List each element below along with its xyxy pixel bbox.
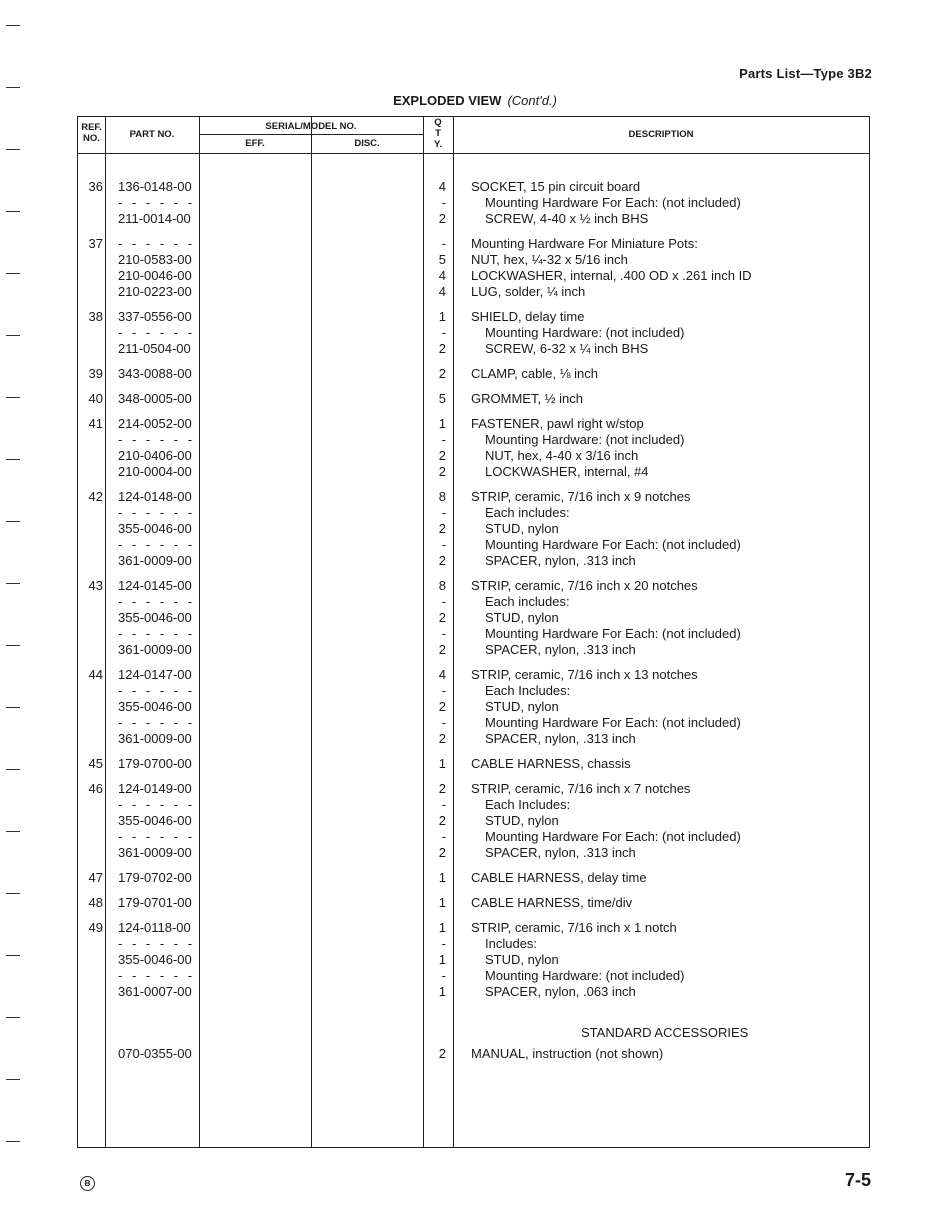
- accessory-part-no: 070-0355-00: [118, 1046, 192, 1061]
- binding-mark: [6, 335, 20, 336]
- quantity: 2: [438, 845, 446, 860]
- part-number: 361-0009-00: [118, 845, 192, 860]
- header-description: DESCRIPTION: [628, 129, 694, 140]
- quantity: 2: [438, 211, 446, 226]
- page-number: 7-5: [844, 1170, 871, 1190]
- description: Mounting Hardware: (not included): [485, 432, 685, 447]
- part-number: 124-0148-00: [118, 489, 192, 504]
- part-number: - - - - - -: [118, 715, 196, 730]
- quantity: -: [441, 936, 446, 951]
- description: LUG, solder, ¼ inch: [471, 284, 586, 299]
- description: CABLE HARNESS, delay time: [471, 870, 647, 885]
- description: GROMMET, ½ inch: [471, 391, 583, 406]
- part-number: 337-0556-00: [118, 309, 192, 324]
- ref-number: 36: [88, 179, 103, 194]
- quantity: 1: [438, 416, 446, 431]
- part-number: 355-0046-00: [118, 610, 192, 625]
- quantity: 1: [438, 309, 446, 324]
- ref-number: 37: [88, 236, 103, 251]
- quantity: 2: [438, 781, 446, 796]
- accessory-qty: 2: [438, 1046, 446, 1061]
- quantity: -: [441, 626, 446, 641]
- part-number: - - - - - -: [118, 797, 196, 812]
- part-number: 343-0088-00: [118, 366, 192, 381]
- description: STRIP, ceramic, 7/16 inch x 20 notches: [471, 578, 698, 593]
- description: Each includes:: [485, 505, 570, 520]
- title-sub: (Cont'd.): [507, 93, 557, 108]
- part-number: 179-0701-00: [118, 895, 192, 910]
- ref-number: 47: [88, 870, 103, 885]
- part-number: 210-0004-00: [118, 464, 192, 479]
- binding-mark: [6, 769, 20, 770]
- ref-number: 42: [88, 489, 103, 504]
- part-number: 210-0223-00: [118, 284, 192, 299]
- quantity: 2: [438, 341, 446, 356]
- title-main: EXPLODED VIEW: [393, 93, 502, 108]
- binding-mark: [6, 149, 20, 150]
- header-bottom-rule: [78, 153, 869, 154]
- quantity: 2: [438, 366, 446, 381]
- serial-header-divider: [199, 134, 423, 135]
- binding-mark: [6, 1079, 20, 1080]
- quantity: 8: [438, 578, 446, 593]
- description: Mounting Hardware For Each: (not included): [485, 537, 741, 552]
- quantity: -: [441, 968, 446, 983]
- quantity: -: [441, 537, 446, 552]
- quantity: 2: [438, 553, 446, 568]
- quantity: 2: [438, 813, 446, 828]
- binding-mark: [6, 893, 20, 894]
- part-number: - - - - - -: [118, 432, 196, 447]
- part-number: - - - - - -: [118, 236, 196, 251]
- part-number: 355-0046-00: [118, 952, 192, 967]
- binding-mark: [6, 583, 20, 584]
- quantity: 1: [438, 895, 446, 910]
- quantity: 4: [438, 284, 446, 299]
- part-number: - - - - - -: [118, 325, 196, 340]
- description: CABLE HARNESS, time/div: [471, 895, 633, 910]
- description: Each Includes:: [485, 797, 571, 812]
- part-number: 124-0145-00: [118, 578, 192, 593]
- quantity: 2: [438, 521, 446, 536]
- part-number: 361-0009-00: [118, 553, 192, 568]
- part-number: 355-0046-00: [118, 521, 192, 536]
- description: STUD, nylon: [485, 699, 559, 714]
- ref-number: 38: [88, 309, 103, 324]
- description: CABLE HARNESS, chassis: [471, 756, 631, 771]
- quantity: 1: [438, 870, 446, 885]
- quantity: -: [441, 505, 446, 520]
- part-number: - - - - - -: [118, 936, 196, 951]
- header-qty: Q T Y.: [434, 117, 442, 150]
- standard-accessories-heading: STANDARD ACCESSORIES: [581, 1025, 749, 1040]
- description: NUT, hex, 4-40 x 3/16 inch: [485, 448, 639, 463]
- quantity: 2: [438, 699, 446, 714]
- part-number: 124-0118-00: [118, 920, 191, 935]
- description: SPACER, nylon, .313 inch: [485, 845, 636, 860]
- ref-number: 46: [88, 781, 103, 796]
- part-number: 210-0583-00: [118, 252, 192, 267]
- description: SPACER, nylon, .313 inch: [485, 731, 636, 746]
- header-eff: EFF.: [245, 138, 265, 149]
- quantity: 4: [438, 667, 446, 682]
- quantity: 2: [438, 448, 446, 463]
- quantity: -: [441, 325, 446, 340]
- description: SPACER, nylon, .063 inch: [485, 984, 636, 999]
- quantity: -: [441, 797, 446, 812]
- part-number: 124-0147-00: [118, 667, 192, 682]
- description: NUT, hex, ¼-32 x 5/16 inch: [471, 252, 628, 267]
- description: STUD, nylon: [485, 610, 559, 625]
- binding-mark: [6, 273, 20, 274]
- running-header: Parts List—Type 3B2: [739, 66, 872, 81]
- col-divider-qty: [453, 117, 454, 1147]
- part-number: 361-0007-00: [118, 984, 192, 999]
- part-number: 211-0504-00: [118, 341, 191, 356]
- part-number: - - - - - -: [118, 195, 196, 210]
- quantity: -: [441, 715, 446, 730]
- header-part-no: PART NO.: [129, 129, 175, 140]
- ref-number: 48: [88, 895, 103, 910]
- description: SPACER, nylon, .313 inch: [485, 553, 636, 568]
- description: STUD, nylon: [485, 952, 559, 967]
- quantity: 4: [438, 179, 446, 194]
- binding-mark: [6, 1017, 20, 1018]
- binding-mark: [6, 211, 20, 212]
- quantity: -: [441, 195, 446, 210]
- binding-mark: [6, 459, 20, 460]
- part-number: - - - - - -: [118, 594, 196, 609]
- quantity: 1: [438, 952, 446, 967]
- part-number: - - - - - -: [118, 968, 196, 983]
- ref-number: 44: [88, 667, 103, 682]
- part-number: 124-0149-00: [118, 781, 192, 796]
- header-ref: REF. NO.: [81, 122, 102, 144]
- quantity: -: [441, 594, 446, 609]
- quantity: 2: [438, 464, 446, 479]
- page-title: [0, 93, 950, 108]
- quantity: 4: [438, 268, 446, 283]
- binding-mark: [6, 397, 20, 398]
- binding-mark: [6, 645, 20, 646]
- part-number: 136-0148-00: [118, 179, 192, 194]
- binding-mark: [6, 831, 20, 832]
- part-number: - - - - - -: [118, 537, 196, 552]
- description: Includes:: [485, 936, 538, 951]
- part-number: 361-0009-00: [118, 731, 192, 746]
- quantity: -: [441, 829, 446, 844]
- description: STUD, nylon: [485, 813, 559, 828]
- description: STUD, nylon: [485, 521, 559, 536]
- description: STRIP, ceramic, 7/16 inch x 7 notches: [471, 781, 691, 796]
- description: LOCKWASHER, internal, .400 OD x .261 inch ID: [471, 268, 752, 283]
- ref-number: 43: [88, 578, 103, 593]
- quantity: 1: [438, 756, 446, 771]
- part-number: 211-0014-00: [118, 211, 191, 226]
- binding-mark: [6, 25, 20, 26]
- binding-mark: [6, 87, 20, 88]
- description: STRIP, ceramic, 7/16 inch x 9 notches: [471, 489, 691, 504]
- quantity: 1: [438, 920, 446, 935]
- description: Mounting Hardware For Each: (not included): [485, 829, 741, 844]
- description: LOCKWASHER, internal, #4: [485, 464, 649, 479]
- binding-mark: [6, 521, 20, 522]
- description: SCREW, 4-40 x ½ inch BHS: [485, 211, 649, 226]
- description: Each Includes:: [485, 683, 571, 698]
- description: Mounting Hardware: (not included): [485, 968, 685, 983]
- ref-number: 45: [88, 756, 103, 771]
- quantity: -: [441, 432, 446, 447]
- part-number: 179-0702-00: [118, 870, 192, 885]
- ref-number: 39: [88, 366, 103, 381]
- quantity: -: [441, 236, 446, 251]
- quantity: 8: [438, 489, 446, 504]
- ref-number: 40: [88, 391, 103, 406]
- ref-number: 41: [88, 416, 103, 431]
- part-number: - - - - - -: [118, 626, 196, 641]
- quantity: 2: [438, 731, 446, 746]
- description: Each includes:: [485, 594, 570, 609]
- part-number: - - - - - -: [118, 683, 196, 698]
- description: SPACER, nylon, .313 inch: [485, 642, 636, 657]
- description: STRIP, ceramic, 7/16 inch x 13 notches: [471, 667, 698, 682]
- description: STRIP, ceramic, 7/16 inch x 1 notch: [471, 920, 677, 935]
- description: FASTENER, pawl right w/stop: [471, 416, 644, 431]
- description: SOCKET, 15 pin circuit board: [471, 179, 641, 194]
- part-number: - - - - - -: [118, 505, 196, 520]
- description: Mounting Hardware For Each: (not included): [485, 715, 741, 730]
- description: Mounting Hardware For Each: (not included): [485, 195, 741, 210]
- description: SHIELD, delay time: [471, 309, 585, 324]
- description: Mounting Hardware For Miniature Pots:: [471, 236, 698, 251]
- binding-mark: [6, 707, 20, 708]
- part-number: 214-0052-00: [118, 416, 192, 431]
- header-disc: DISC.: [354, 138, 380, 149]
- part-number: 355-0046-00: [118, 813, 192, 828]
- header-serial-model: SERIAL/MODEL NO.: [265, 121, 357, 132]
- parts-table: [77, 116, 870, 1148]
- quantity: 5: [438, 252, 446, 267]
- part-number: - - - - - -: [118, 829, 196, 844]
- quantity: 2: [438, 610, 446, 625]
- part-number: 348-0005-00: [118, 391, 192, 406]
- part-number: 210-0406-00: [118, 448, 192, 463]
- quantity: -: [441, 683, 446, 698]
- ref-number: 49: [88, 920, 103, 935]
- part-number: 210-0046-00: [118, 268, 192, 283]
- description: CLAMP, cable, ⅛ inch: [471, 366, 598, 381]
- publisher-logo: B: [80, 1176, 95, 1191]
- description: Mounting Hardware: (not included): [485, 325, 685, 340]
- quantity: 2: [438, 642, 446, 657]
- binding-mark: [6, 1141, 20, 1142]
- accessory-description: MANUAL, instruction (not shown): [471, 1046, 664, 1061]
- part-number: 361-0009-00: [118, 642, 192, 657]
- quantity: 1: [438, 984, 446, 999]
- description: Mounting Hardware For Each: (not included): [485, 626, 741, 641]
- description: SCREW, 6-32 x ¼ inch BHS: [485, 341, 649, 356]
- part-number: 179-0700-00: [118, 756, 192, 771]
- binding-mark: [6, 955, 20, 956]
- part-number: 355-0046-00: [118, 699, 192, 714]
- quantity: 5: [438, 391, 446, 406]
